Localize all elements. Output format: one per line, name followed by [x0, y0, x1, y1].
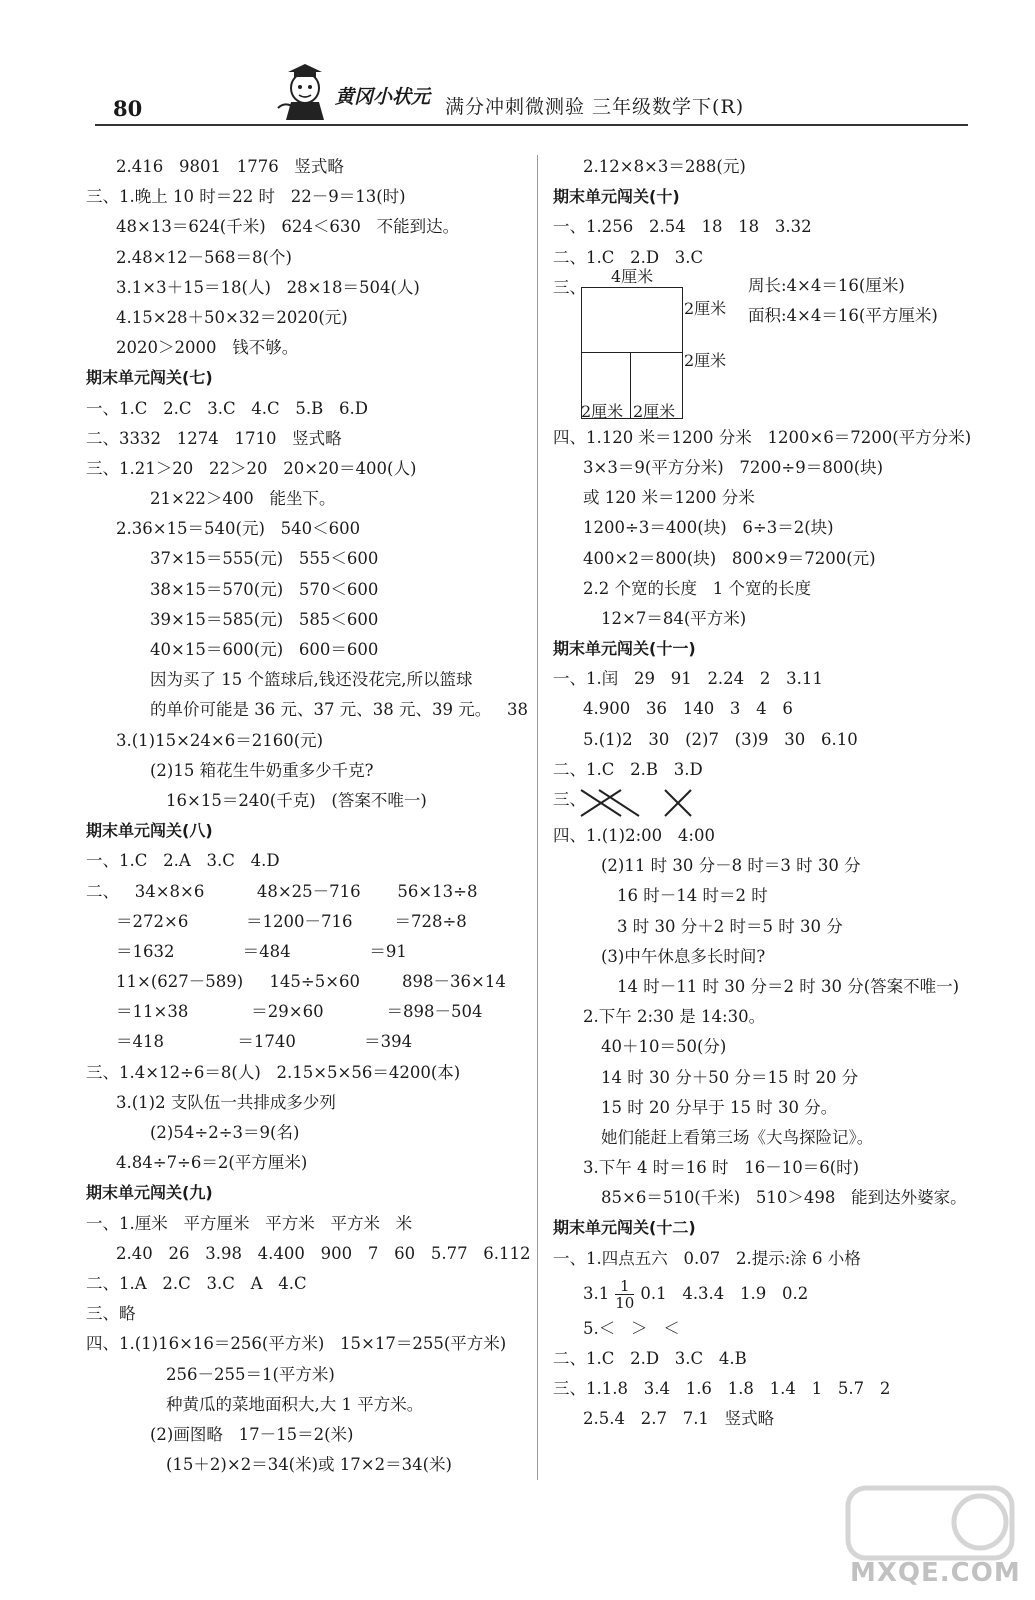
page-header [95, 58, 968, 126]
answer-line: 3 时 30 分＋2 时＝5 时 30 分 [617, 916, 843, 936]
bottom-length-label: 2厘米 [633, 401, 676, 421]
answer-line: 2.12×8×3＝288(元) [583, 157, 746, 176]
answer-line: 400×2＝800(块) 800×9＝7200(元) [583, 548, 876, 568]
answer-line: 16 时－14 时＝2 时 [617, 886, 768, 906]
answer-line: 85×6＝510(千米) 510＞498 能到达外婆家。 [601, 1188, 967, 1208]
answer-line: 一、1.C 2.A 3.C 4.D [86, 851, 280, 871]
answer-line: 4.84÷7÷6＝2(平方厘米) [116, 1153, 308, 1173]
figure-label: 三、 [553, 277, 586, 297]
answer-line: 她们能赶上看第三场《大鸟探险记》。 [601, 1127, 874, 1147]
side-length-label: 2厘米 [684, 350, 727, 370]
answer-line: 二、1.C 2.B 3.D [553, 759, 703, 779]
section-heading: 期末单元闯关(十二) [553, 1218, 696, 1238]
answer-line: (2)15 箱花生牛奶重多少千克? [150, 760, 374, 780]
page-number: 80 [113, 96, 143, 121]
answer-line: 因为买了 15 个篮球后,钱还没花完,所以篮球 [150, 670, 473, 690]
answer-line: 四、1.(1)16×16＝256(平方米) 15×17＝255(平方米) [86, 1334, 507, 1354]
answer-line: 一、1.256 2.54 18 18 3.32 [553, 217, 812, 237]
answer-line: 48×13＝624(千米) 624＜630 不能到达。 [116, 217, 460, 237]
brand-name: 黄冈小状元 [335, 86, 431, 108]
mascot-logo-icon [270, 58, 340, 122]
answer-line: 一、1.C 2.C 3.C 4.C 5.B 6.D [86, 398, 368, 418]
fraction [615, 1278, 634, 1311]
answer-line: 2020＞2000 钱不够。 [116, 338, 299, 358]
answer-line: (2)画图略 17－15＝2(米) [150, 1424, 354, 1444]
answer-line: 11×(627－589) 145÷5×60 898－36×14 [116, 972, 506, 992]
right-column [553, 152, 983, 1435]
divided-square [581, 287, 683, 419]
answer-line: 40＋10＝50(分) [601, 1037, 727, 1057]
area-calc: 面积:4×4＝16(平方厘米) [748, 305, 938, 325]
answer-line: 种黄瓜的菜地面积大,大 1 平方米。 [166, 1394, 424, 1414]
answer-line: 3.1×3＋15＝18(人) 28×18＝504(人) [116, 277, 420, 297]
answer-line: ＝418 ＝1740 ＝394 [116, 1032, 413, 1052]
answer-line: 2.36×15＝540(元) 540＜600 [116, 519, 361, 539]
answer-line: ＝11×38 ＝29×60 ＝898－504 [116, 1002, 483, 1022]
answer-line: (2)54÷2÷3＝9(名) [150, 1123, 300, 1142]
answer-line: (2)11 时 30 分－8 时＝3 时 30 分 [601, 856, 861, 876]
answer-line: 一、1.闰 29 91 2.24 2 3.11 [553, 669, 823, 689]
answer-line: 5.(1)2 30 (2)7 (3)9 30 6.10 [583, 729, 858, 749]
answer-line: ＝272×6 ＝1200－716 ＝728÷8 [116, 911, 467, 931]
answer-line: 15 时 20 分早于 15 时 30 分。 [601, 1097, 838, 1117]
answer-line: 4.15×28＋50×32＝2020(元) [116, 307, 348, 327]
section-heading: 期末单元闯关(十) [553, 187, 680, 207]
answer-line: 三、1.晚上 10 时＝22 时 22－9＝13(时) [86, 187, 406, 207]
answer-line: 5.＜ ＞ ＜ [583, 1318, 680, 1338]
answer-line: 的单价可能是 36 元、37 元、38 元、39 元。 38 [150, 700, 528, 720]
answer-line: 2.48×12－568＝8(个) [116, 247, 292, 267]
answer-line: 二、1.A 2.C 3.C A 4.C [86, 1273, 307, 1293]
watermark-text: MXQE.COM [850, 1558, 1021, 1588]
side-length-label: 2厘米 [684, 298, 727, 318]
answer-line: 14 时 30 分＋50 分＝15 时 20 分 [601, 1067, 859, 1087]
answer-line: 2.5.4 2.7 7.1 竖式略 [583, 1409, 775, 1429]
top-length-label: 4厘米 [611, 266, 654, 286]
answer-line: ＝1632 ＝484 ＝91 [116, 941, 407, 961]
cross-label: 三、 [553, 790, 586, 809]
answer-line: 40×15＝600(元) 600＝600 [150, 640, 379, 659]
section-heading: 期末单元闯关(八) [86, 821, 213, 841]
answer-line: 1200÷3＝400(块) 6÷3＝2(块) [583, 518, 834, 538]
answer-line: 38×15＝570(元) 570＜600 [150, 579, 379, 599]
answer-line: 12×7＝84(平方米) [601, 608, 747, 628]
answer-line: 三、略 [86, 1304, 136, 1324]
answer-line: 3.(1)15×24×6＝2160(元) [116, 730, 324, 750]
answer-line: 三、1.21＞20 22＞20 20×20＝400(人) [86, 458, 417, 478]
answer-line: 37×15＝555(元) 555＜600 [150, 549, 379, 569]
horizontal-divider [582, 352, 682, 353]
answer-line: 二、1.C 2.D 3.C 4.B [553, 1349, 747, 1368]
answer-line: (15＋2)×2＝34(米)或 17×2＝34(米) [166, 1455, 452, 1475]
section-heading: 期末单元闯关(七) [86, 368, 213, 388]
section-heading: 期末单元闯关(十一) [553, 639, 696, 659]
answer-line: 2.416 9801 1776 竖式略 [116, 157, 344, 176]
answer-line: 2.2 个宽的长度 1 个宽的长度 [583, 578, 811, 598]
square-figure [553, 266, 983, 423]
left-column [86, 152, 531, 1480]
answer-line: 3.(1)2 支队伍一共排成多少列 [116, 1092, 336, 1112]
fraction-line [553, 1274, 983, 1314]
column-divider [537, 155, 538, 1480]
fraction-suffix: 0.1 4.3.4 1.9 0.2 [640, 1283, 809, 1303]
answer-line: 一、1.四点五六 0.07 2.提示:涂 6 小格 [553, 1248, 861, 1268]
book-title: 满分冲刺微测验 三年级数学下(R) [445, 96, 745, 118]
answer-line: 256－255＝1(平方米) [166, 1364, 335, 1384]
perimeter-calc: 周长:4×4＝16(厘米) [748, 275, 905, 295]
answer-line: 三、1.4×12÷6＝8(人) 2.15×5×56＝4200(本) [86, 1062, 461, 1082]
fraction-numerator: 1 [615, 1278, 634, 1295]
answer-line: 或 120 米＝1200 分米 [583, 488, 755, 508]
vertical-divider [630, 352, 631, 418]
matching-answer [553, 785, 983, 821]
answer-line: 2.40 26 3.98 4.400 900 7 60 5.77 6.112 [116, 1243, 531, 1263]
fraction-denominator: 10 [615, 1293, 635, 1312]
header-rule [95, 124, 968, 126]
answer-line: 二、1.C 2.D 3.C [553, 247, 704, 267]
answer-line: 2.下午 2:30 是 14:30。 [583, 1007, 766, 1027]
answer-line: 14 时－11 时 30 分＝2 时 30 分(答案不唯一) [617, 976, 960, 996]
section-heading: 期末单元闯关(九) [86, 1183, 213, 1203]
answer-line: 16×15＝240(千克) (答案不唯一) [166, 790, 427, 810]
answer-line: 一、1.厘米 平方厘米 平方米 平方米 米 [86, 1213, 413, 1233]
answer-line: 三、1.1.8 3.4 1.6 1.8 1.4 1 5.7 2 [553, 1379, 891, 1399]
answer-line: (3)中午休息多长时间? [601, 946, 766, 966]
answer-line: 四、1.(1)2:00 4:00 [553, 826, 715, 845]
fraction-prefix: 3.1 [583, 1283, 610, 1303]
answer-line: 21×22＞400 能坐下。 [150, 489, 336, 509]
answer-line: 3×3＝9(平方分米) 7200÷9＝800(块) [583, 457, 884, 477]
crossed-lines-icon [575, 786, 705, 820]
answer-line: 4.900 36 140 3 4 6 [583, 699, 793, 719]
answer-line: 39×15＝585(元) 585＜600 [150, 609, 379, 629]
answer-line: 四、1.120 米＝1200 分米 1200×6＝7200(平方分米) [553, 427, 972, 447]
bottom-length-label: 2厘米 [581, 401, 624, 421]
answer-line: 3.下午 4 时＝16 时 16－10＝6(时) [583, 1158, 860, 1178]
answer-line: 二、 34×8×6 48×25－716 56×13÷8 [86, 881, 478, 901]
answer-line: 二、3332 1274 1710 竖式略 [86, 428, 342, 448]
